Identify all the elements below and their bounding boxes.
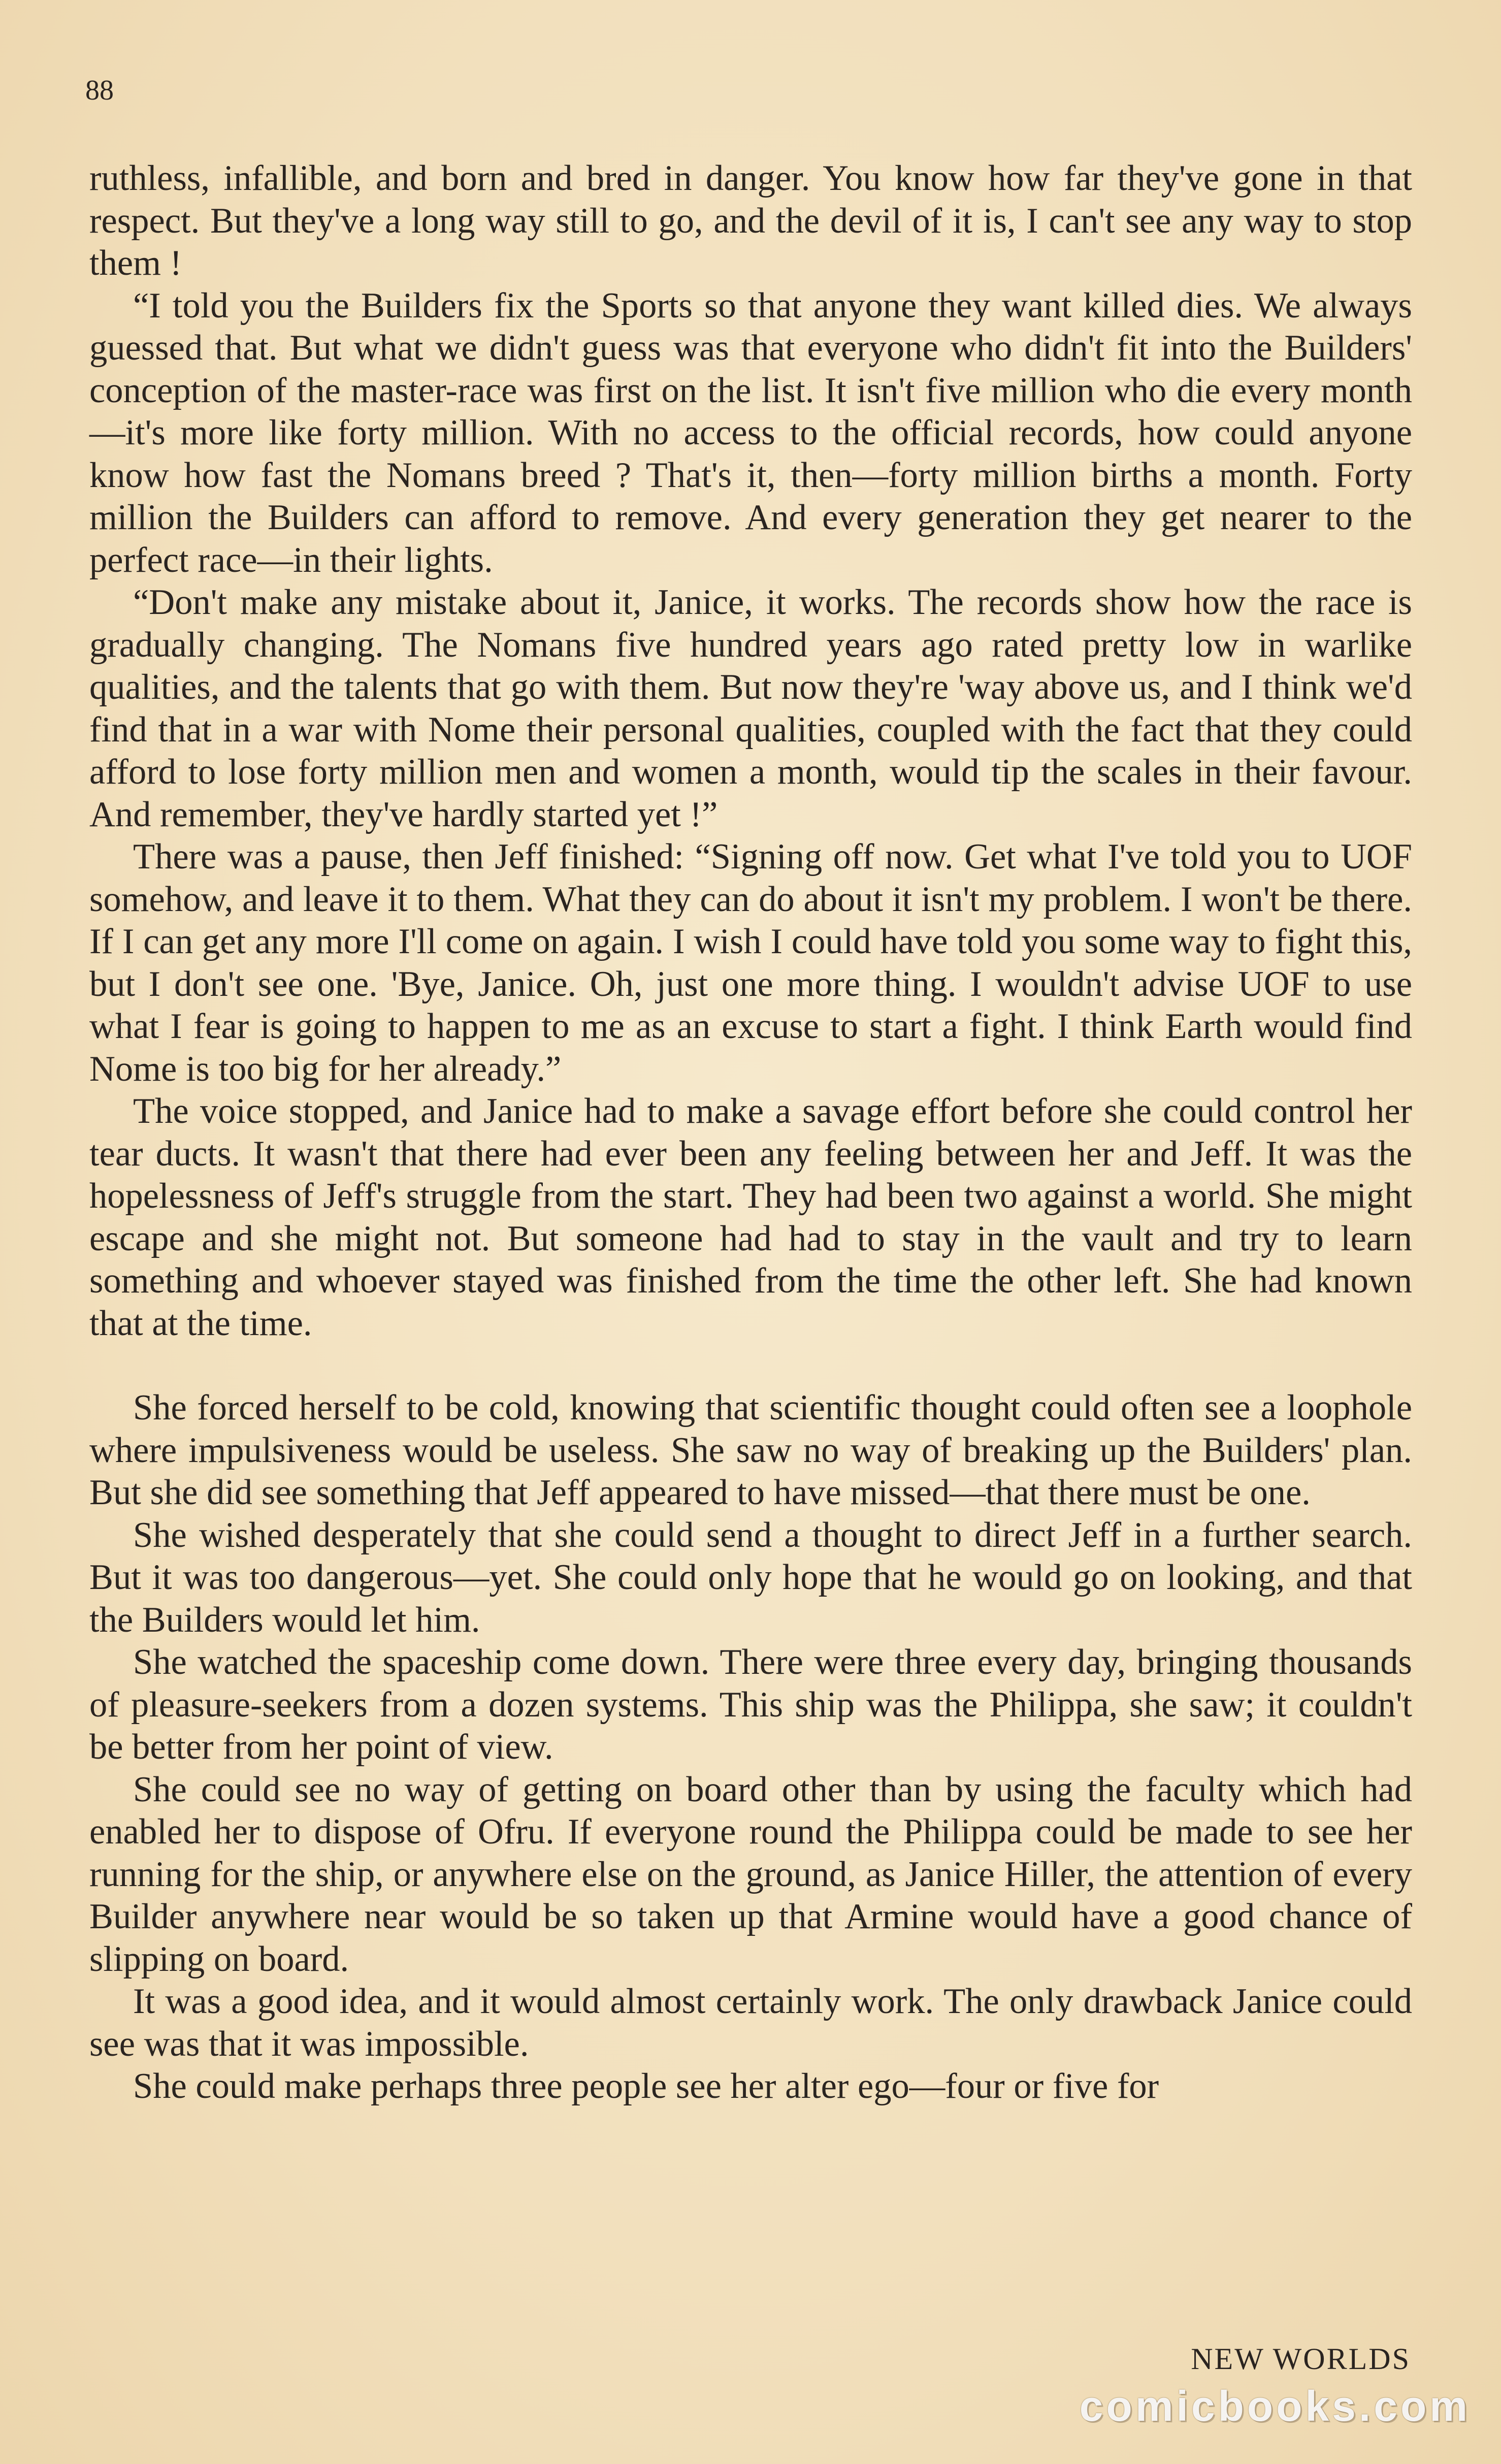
paragraph: There was a pause, then Jeff finished: “Signing off now. Get what I've told you to UOF somehow, and leave it to them. What they can do about it isn't my problem. I won't be there. If I can get any more I'll come on again. I wish I could have told you some way to fight this, but I don't see one. 'Bye, Janice. Oh, just one more thing. I wouldn't advise UOF to use what I fear is going to happen to me as an excuse to start a fight. I think Earth would find Nome is too big for her already.” [89,837,1412,1089]
paragraph: “Don't make any mistake about it, Janice, it works. The records show how the race is gradually changing. The Nomans five hundred years ago rated pretty low in warlike qualities, and the talents that go with them. But now they're 'way above us, and I think we'd find that in a war with Nome their personal qualities, coupled with the fact that they could afford to lose forty million men and women a month, would tip the scales in their favour. And remember, they've hardly started yet !” [89,582,1412,834]
paragraph: She forced herself to be cold, knowing that scientific thought could often see a loophole where impulsiveness would be useless. She saw no way of breaking up the Builders' plan. But she did see something that Jeff appeared to have missed—that there must be one. [89,1388,1412,1512]
paragraph: It was a good idea, and it would almost certainly work. The only drawback Janice could see was that it was impossible. [89,1982,1412,2064]
magazine-title: NEW WORLDS [1191,2342,1411,2376]
paragraph: She could see no way of getting on board other than by using the faculty which had enabled her to dispose of Ofru. If everyone round the Philippa could be made to see her running for the ship, or anywhere else on the ground, as Janice Hiller, the attention of every Builder anywhere near would be so taken up that Armine would have a good chance of slipping on board. [89,1769,1412,1979]
paragraph: She could make perhaps three people see her alter ego—four or five for [133,2066,1159,2106]
paragraph: “I told you the Builders fix the Sports so that anyone they want killed dies. We always guessed that. But what we didn't guess was that everyone who didn't fit into the Builders' conception of the master-race was first on the list. It isn't five million who die every month—it's more like forty million. With no access to the official records, how could anyone know how fast the Nomans breed ? That's it, then—forty million births a month. Forty million the Builders can afford to remove. And every generation they get nearer to the perfect race—in their lights. [89,285,1412,580]
story-text [89,157,1412,2108]
section-break [89,1345,1412,1387]
paragraph: She wished desperately that she could send a thought to direct Jeff in a further search. But it was too dangerous—yet. She could only hope that he would go on looking, and that the Builders would let him. [89,1515,1412,1640]
paragraph: ruthless, infallible, and born and bred in danger. You know how far they've gone in that respect. But they've a long way still to go, and the devil of it is, I can't see any way to stop them ! [89,158,1412,283]
paragraph: The voice stopped, and Janice had to make a savage effort before she could control her tear ducts. It wasn't that there had ever been any feeling between her and Jeff. It was the hopelessness of Jeff's struggle from the start. They had been two against a world. She might escape and she might not. But someone had had to stay in the vault and try to learn something and whoever stayed was finished from the time the other left. She had known that at the time. [89,1091,1412,1343]
watermark: comicbooks.com [1079,2382,1471,2430]
page-number: 88 [85,75,114,106]
paragraph: She watched the spaceship come down. There were three every day, bringing thousands of pleasure-seekers from a dozen systems. This ship was the Philippa, she saw; it couldn't be better from her point of view. [89,1642,1412,1767]
